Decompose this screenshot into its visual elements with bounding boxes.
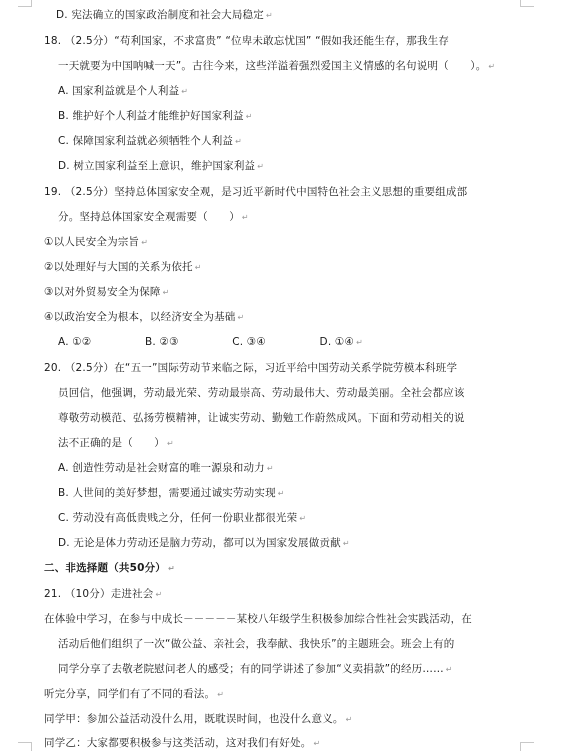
option-18-a: A. 国家利益就是个人利益 ↵ — [58, 85, 189, 97]
paragraph-mark-icon: ↵ — [488, 62, 496, 71]
paragraph-mark-icon: ↵ — [313, 739, 321, 748]
option-20-d: D. 无论是体力劳动还是脑力劳动，都可以为国家发展做贡献 ↵ — [58, 537, 350, 549]
paragraph-mark-icon: ↵ — [194, 263, 202, 272]
paragraph-mark-icon: ↵ — [356, 338, 364, 347]
frame-corner-bottom-left-v — [31, 742, 32, 751]
question-20-line-3: 尊敬劳动模范、弘扬劳模精神，让诚实劳动、勤勉工作蔚然成风。下面和劳动相关的说 — [58, 412, 465, 424]
paragraph-mark-icon: ↵ — [217, 690, 225, 699]
option-20-a: A. 创造性劳动是社会财富的唯一源泉和动力 ↵ — [58, 462, 274, 474]
paragraph-mark-icon: ↵ — [167, 439, 174, 448]
option-18-c: C. 保障国家利益就必须牺牲个人利益 ↵ — [58, 135, 243, 147]
paragraph-mark-icon: ↵ — [168, 564, 175, 573]
question-21-line-4: 听完分享，同学们有了不同的看法。 ↵ — [44, 688, 225, 700]
paragraph-mark-icon: ↵ — [257, 162, 265, 171]
paragraph-mark-icon: ↵ — [141, 238, 149, 247]
paragraph-mark-icon: ↵ — [235, 137, 243, 146]
student-a-opinion: 同学甲：参加公益活动没什么用，既耽误时间，也没什么意义。 ↵ — [44, 713, 353, 725]
question-21-line-2: 活动后他们组织了一次“做公益、亲社会，我奉献、我快乐”的主题班会。班会上有的 — [58, 638, 455, 650]
frame-corner-top-right-h — [520, 6, 534, 7]
question-19-line-2: 分。坚持总体国家安全观需要（ ） ↵ — [58, 211, 249, 223]
paragraph-mark-icon: ↵ — [181, 87, 189, 96]
frame-corner-top-right-v — [520, 0, 521, 7]
frame-corner-top-left-h — [18, 6, 32, 7]
statement-19-1: ①以人民安全为宗旨 ↵ — [44, 236, 149, 248]
student-b-opinion: 同学乙：大家都要积极参与这类活动，这对我们有好处。 ↵ — [44, 737, 321, 749]
paragraph-mark-icon: ↵ — [277, 489, 285, 498]
frame-corner-top-left-v — [31, 0, 32, 7]
option-18-b: B. 维护好个人利益才能维护好国家利益 ↵ — [58, 110, 253, 122]
question-21-line-1: 在体验中学习，在参与中成长－－－－－某校八年级学生积极参加综合性社会实践活动，在 — [44, 613, 472, 625]
frame-corner-bottom-left-h — [18, 742, 32, 743]
paragraph-mark-icon: ↵ — [265, 11, 273, 20]
frame-corner-bottom-right-v — [520, 742, 521, 751]
question-21-line-3: 同学分享了去敬老院慰问老人的感受；有的同学讲述了参加“义卖捐款”的经历…… ↵ — [58, 663, 453, 675]
option-20-b: B. 人世间的美好梦想，需要通过诚实劳动实现 ↵ — [58, 487, 285, 499]
question-18-line-2: 一天就要为中国呐喊一天”。古往今来，这些洋溢着强烈爱国主义情感的名句说明（ ）。 ↵ — [58, 60, 496, 72]
option-20-c: C. 劳动没有高低贵贱之分，任何一份职业都很光荣 ↵ — [58, 512, 307, 524]
paragraph-mark-icon: ↵ — [345, 715, 353, 724]
option-18-d: D. 树立国家利益至上意识，维护国家利益 ↵ — [58, 160, 265, 172]
options-19: A. ①② B. ②③ C. ③④ D. ①④ ↵ — [58, 336, 364, 348]
statement-19-2: ②以处理好与大国的关系为依托 ↵ — [44, 261, 202, 273]
paragraph-mark-icon: ↵ — [342, 539, 350, 548]
paragraph-mark-icon: ↵ — [299, 514, 307, 523]
question-20-line-2: 员回信，他强调，劳动最光荣、劳动最崇高、劳动最伟大、劳动最美丽。全社会都应该 — [58, 387, 465, 399]
question-20-line-4: 法不正确的是（ ） ↵ — [58, 437, 174, 449]
paragraph-mark-icon: ↵ — [266, 464, 274, 473]
paragraph-mark-icon: ↵ — [237, 313, 245, 322]
question-20-line-1: 20. （2.5分）在“五一”国际劳动节来临之际，习近平给中国劳动关系学院劳模本科班学 — [44, 362, 458, 374]
statement-19-3: ③以对外贸易安全为保障 ↵ — [44, 286, 170, 298]
statement-19-4: ④以政治安全为根本，以经济安全为基础 ↵ — [44, 311, 245, 323]
paragraph-mark-icon: ↵ — [155, 590, 163, 599]
option-17-d: D. 宪法确立的国家政治制度和社会大局稳定 ↵ — [56, 9, 273, 21]
frame-corner-bottom-right-h — [520, 742, 534, 743]
paragraph-mark-icon: ↵ — [241, 213, 249, 222]
question-18-line-1: 18. （2.5分）“苟利国家，不求富贵” “位卑未敢忘忧国” “假如我还能生存，那我生存 — [44, 35, 450, 47]
section-heading-non-choice: 二、非选择题（共50分） ↵ — [44, 562, 175, 574]
paragraph-mark-icon: ↵ — [245, 112, 253, 121]
question-19-line-1: 19. （2.5分）坚持总体国家安全观，是习近平新时代中国特色社会主义思想的重要组成部 — [44, 186, 468, 198]
paragraph-mark-icon: ↵ — [445, 665, 453, 674]
question-21-title: 21. （10分）走进社会 ↵ — [44, 588, 163, 600]
paragraph-mark-icon: ↵ — [162, 288, 170, 297]
